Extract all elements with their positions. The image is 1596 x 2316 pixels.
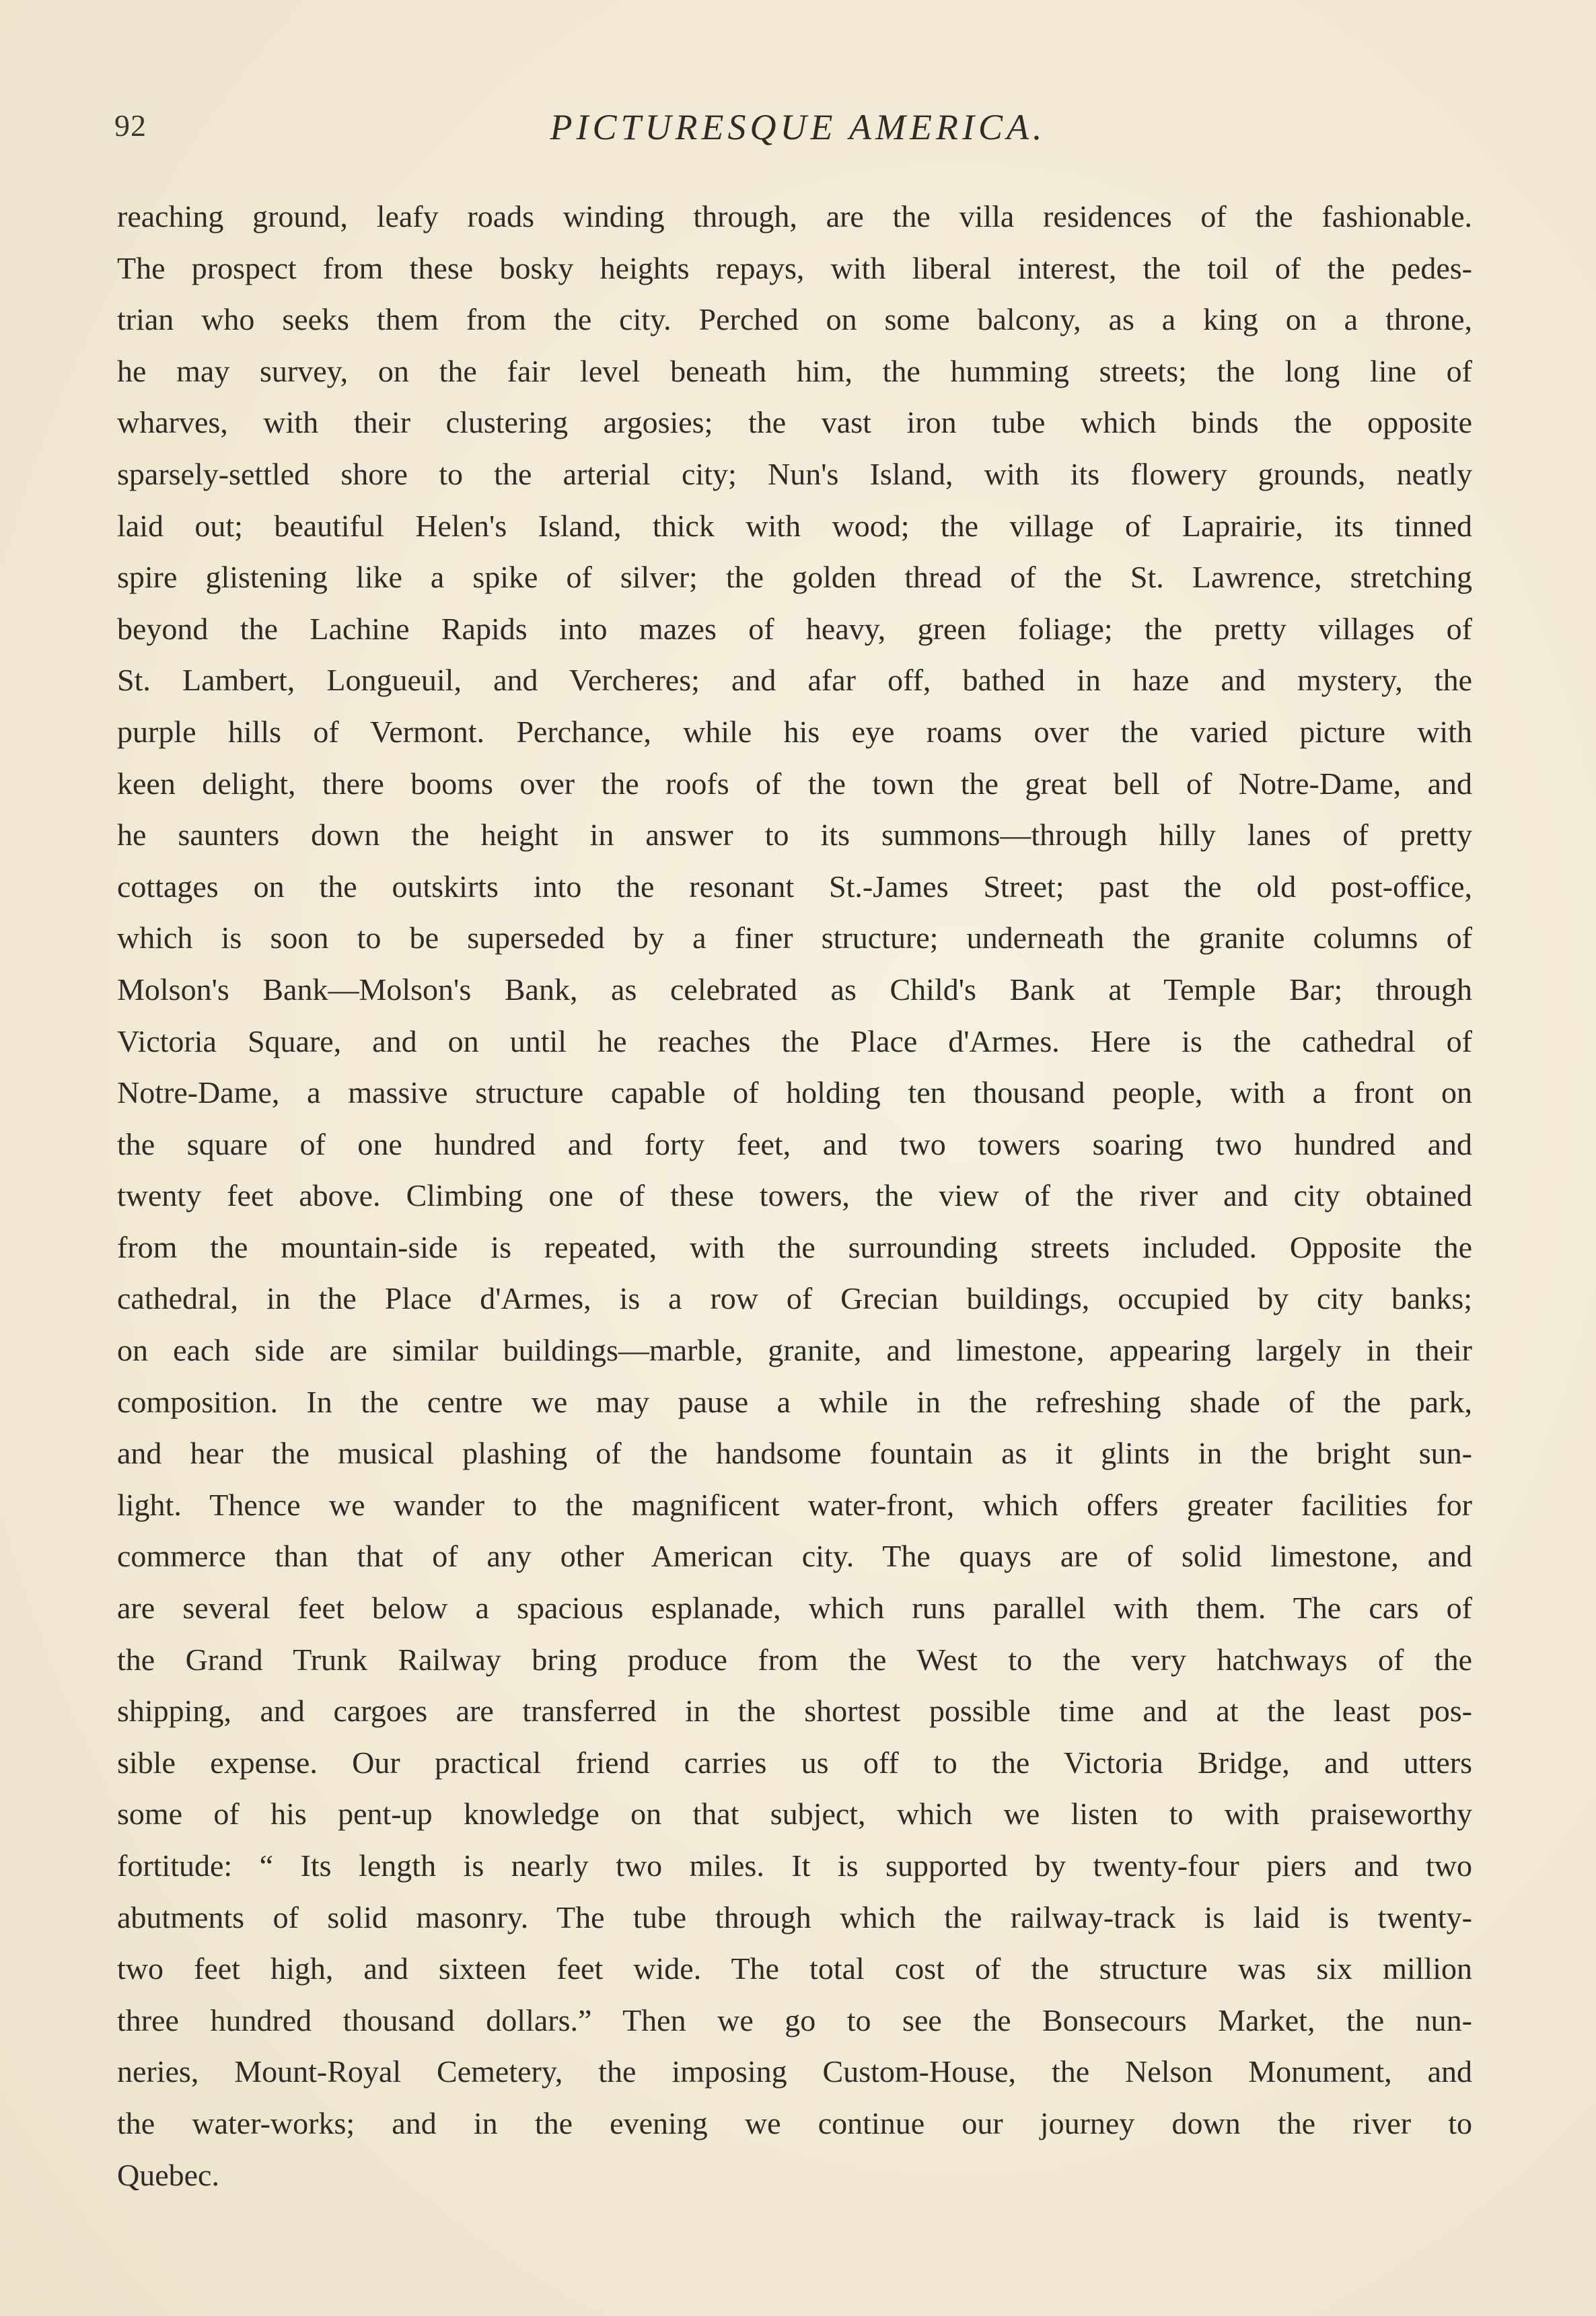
text-line: sparsely-settled shore to the arterial city; Nun's Island, with its flowery grounds, neatly (117, 456, 1472, 491)
text-line: from the mountain-side is repeated, with the surrounding streets included. Opposite the (117, 1229, 1472, 1264)
text-line: commerce than that of any other American city. The quays are of solid limestone, and (117, 1539, 1472, 1574)
text-line: purple hills of Vermont. Perchance, while his eye roams over the varied picture with (117, 714, 1472, 749)
text-line: and hear the musical plashing of the handsome fountain as it glints in the bright sun- (117, 1436, 1472, 1471)
text-line: two feet high, and sixteen feet wide. The total cost of the structure was six million (117, 1951, 1472, 1986)
text-line: twenty feet above. Climbing one of these towers, the view of the river and city obtained (117, 1178, 1472, 1213)
text-line: some of his pent-up knowledge on that subject, which we listen to with praiseworthy (117, 1797, 1472, 1832)
text-line: light. Thence we wander to the magnificent water-front, which offers greater facilities for (117, 1487, 1472, 1522)
text-line: sible expense. Our practical friend carries us off to the Victoria Bridge, and utters (117, 1745, 1472, 1780)
text-line: beyond the Lachine Rapids into mazes of heavy, green foliage; the pretty villages of (117, 611, 1472, 646)
text-line: are several feet below a spacious esplanade, which runs parallel with them. The cars of (117, 1591, 1472, 1626)
text-line: the square of one hundred and forty feet, and two towers soaring two hundred and (117, 1126, 1472, 1161)
text-line: wharves, with their clustering argosies; the vast iron tube which binds the opposite (117, 405, 1472, 440)
text-line: Victoria Square, and on until he reaches the Place d'Armes. Here is the cathedral of (117, 1023, 1472, 1058)
text-line: spire glistening like a spike of silver; the golden thread of the St. Lawrence, stretching (117, 560, 1472, 595)
text-line: fortitude: “ Its length is nearly two miles. It is supported by twenty-four piers and two (117, 1848, 1472, 1883)
text-line: laid out; beautiful Helen's Island, thick with wood; the village of Laprairie, its tinned (117, 508, 1472, 543)
page-number: 92 (114, 108, 147, 143)
text-line: keen delight, there booms over the roofs of the town the great bell of Notre-Dame, and (117, 766, 1472, 801)
text-line: the Grand Trunk Railway bring produce from the West to the very hatchways of the (117, 1642, 1472, 1677)
text-line: Notre-Dame, a massive structure capable of holding ten thousand people, with a front on (117, 1075, 1472, 1110)
text-line: he saunters down the height in answer to its summons—through hilly lanes of pretty (117, 818, 1472, 853)
text-line: reaching ground, leafy roads winding through, are the villa residences of the fashionable. (117, 199, 1472, 233)
body-text (117, 191, 1472, 2201)
text-line: neries, Mount-Royal Cemetery, the imposing Custom-House, the Nelson Monument, and (117, 2054, 1472, 2089)
text-line: St. Lambert, Longueuil, and Vercheres; and afar off, bathed in haze and mystery, the (117, 663, 1472, 698)
text-line: shipping, and cargoes are transferred in the shortest possible time and at the least pos- (117, 1694, 1472, 1729)
text-line: Quebec. (117, 2157, 219, 2192)
text-line: on each side are similar buildings—marble, granite, and limestone, appearing largely in their (117, 1333, 1472, 1368)
text-line: cathedral, in the Place d'Armes, is a row of Grecian buildings, occupied by city banks; (117, 1281, 1472, 1316)
text-line: Molson's Bank—Molson's Bank, as celebrated as Child's Bank at Temple Bar; through (117, 972, 1472, 1007)
running-title: PICTURESQUE AMERICA. (550, 107, 1046, 147)
text-line: the water-works; and in the evening we continue our journey down the river to (117, 2105, 1472, 2140)
text-line: which is soon to be superseded by a finer structure; underneath the granite columns of (117, 920, 1472, 955)
text-line: three hundred thousand dollars.” Then we go to see the Bonsecours Market, the nun- (117, 2002, 1472, 2037)
text-line: he may survey, on the fair level beneath him, the humming streets; the long line of (117, 353, 1472, 388)
text-line: composition. In the centre we may pause a while in the refreshing shade of the park, (117, 1384, 1472, 1419)
text-line: The prospect from these bosky heights repays, with liberal interest, the toil of the pedes- (117, 250, 1472, 285)
text-line: trian who seeks them from the city. Perched on some balcony, as a king on a throne, (117, 302, 1472, 337)
text-line: abutments of solid masonry. The tube through which the railway-track is laid is twenty- (117, 1899, 1472, 1934)
text-line: cottages on the outskirts into the resonant St.-James Street; past the old post-office, (117, 869, 1472, 904)
